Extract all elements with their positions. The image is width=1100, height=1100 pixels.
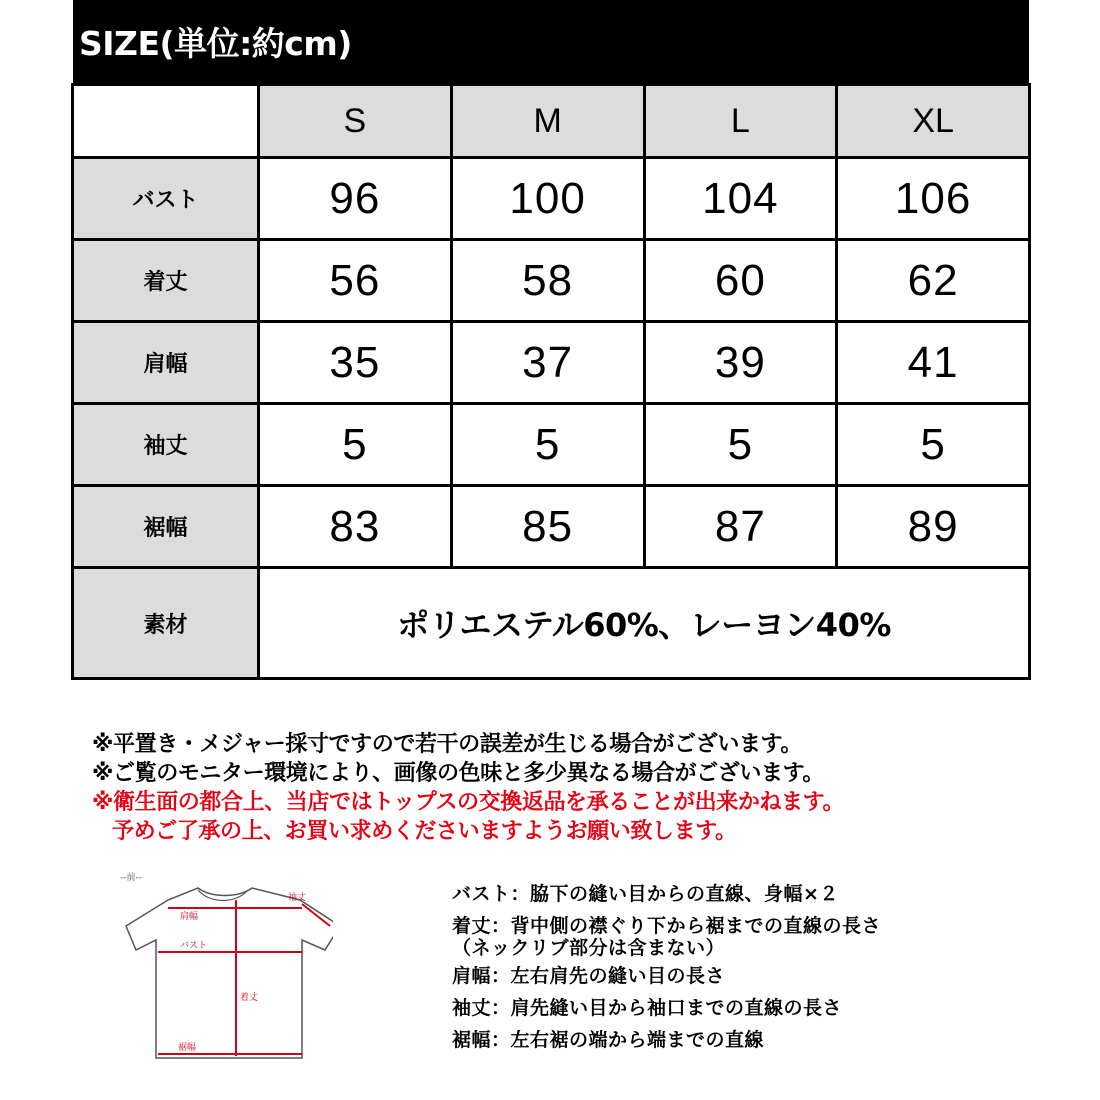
table-cell: 39: [644, 322, 837, 404]
note-acknowledge: 予めご了承の上、お買い求めくださいますようお願い致します。: [112, 819, 737, 844]
row-label-shoulder: 肩幅: [73, 322, 259, 404]
table-cell: 62: [837, 240, 1030, 322]
table-row-shoulder: [73, 322, 1030, 404]
diagram-label-length: 着丈: [240, 993, 259, 1003]
size-header-xl: XL: [837, 85, 1030, 158]
note-measurement: ※平置き・メジャー採寸ですので若干の誤差が生じる場合がございます。: [92, 732, 802, 757]
table-row-material: [73, 568, 1030, 679]
definition-length-note: （ネックリブ部分は含まない）: [452, 937, 726, 959]
definition-sleeve: 袖丈：肩先縫い目から袖口までの直線の長さ: [452, 997, 843, 1019]
row-label-length: 着丈: [73, 240, 259, 322]
table-cell: 83: [259, 486, 452, 568]
size-title-bar: [73, 0, 1029, 84]
definition-hem: 裾幅：左右裾の端から端までの直線: [452, 1029, 765, 1051]
table-cell: 37: [451, 322, 644, 404]
tshirt-measurement-diagram: [118, 868, 333, 1078]
table-cell: 56: [259, 240, 452, 322]
table-row-bust: [73, 158, 1030, 240]
diagram-label-hem: 裾幅: [178, 1043, 197, 1053]
size-title: SIZE(単位:約cm): [79, 24, 352, 63]
row-label-material: 素材: [73, 568, 259, 679]
note-monitor: ※ご覧のモニター環境により、画像の色味と多少異なる場合がございます。: [92, 761, 825, 786]
size-header-s: S: [259, 85, 452, 158]
table-cell: 35: [259, 322, 452, 404]
row-label-hem: 裾幅: [73, 486, 259, 568]
table-cell: 104: [644, 158, 837, 240]
row-label-sleeve: 袖丈: [73, 404, 259, 486]
size-header-row: [73, 85, 1030, 158]
measurement-definitions: [452, 878, 1072, 1056]
table-cell: 100: [451, 158, 644, 240]
definition-shoulder: 肩幅：左右肩先の縫い目の長さ: [452, 965, 726, 987]
row-label-bust: バスト: [73, 158, 259, 240]
table-cell: 41: [837, 322, 1030, 404]
table-cell: 85: [451, 486, 644, 568]
diagram-label-front: --前--: [120, 873, 143, 883]
diagram-label-shoulder: 肩幅: [180, 912, 199, 922]
table-cell: 96: [259, 158, 452, 240]
header-corner-cell: [73, 85, 259, 158]
tshirt-outline: [126, 888, 333, 1058]
table-cell: 89: [837, 486, 1030, 568]
table-cell: 5: [451, 404, 644, 486]
table-row-length: [73, 240, 1030, 322]
table-cell: 5: [644, 404, 837, 486]
size-header-m: M: [451, 85, 644, 158]
notes-section: [92, 730, 1092, 846]
table-cell: 106: [837, 158, 1030, 240]
table-cell: 87: [644, 486, 837, 568]
diagram-label-bust: バスト: [180, 941, 208, 951]
table-row-hem: [73, 486, 1030, 568]
size-header-l: L: [644, 85, 837, 158]
table-cell: 60: [644, 240, 837, 322]
definition-bust: バスト：脇下の縫い目からの直線、身幅×２: [452, 883, 839, 905]
table-row-sleeve: [73, 404, 1030, 486]
size-table: [71, 83, 1031, 680]
diagram-label-sleeve: 袖丈: [288, 893, 307, 903]
table-cell: 5: [837, 404, 1030, 486]
material-value: ポリエステル60%、レーヨン40%: [259, 568, 1030, 679]
definition-length: 着丈：背中側の襟ぐり下から裾までの直線の長さ: [452, 915, 882, 937]
table-cell: 5: [259, 404, 452, 486]
note-no-return: ※衛生面の都合上、当店ではトップスの交換返品を承ることが出来かねます。: [92, 790, 845, 815]
table-cell: 58: [451, 240, 644, 322]
